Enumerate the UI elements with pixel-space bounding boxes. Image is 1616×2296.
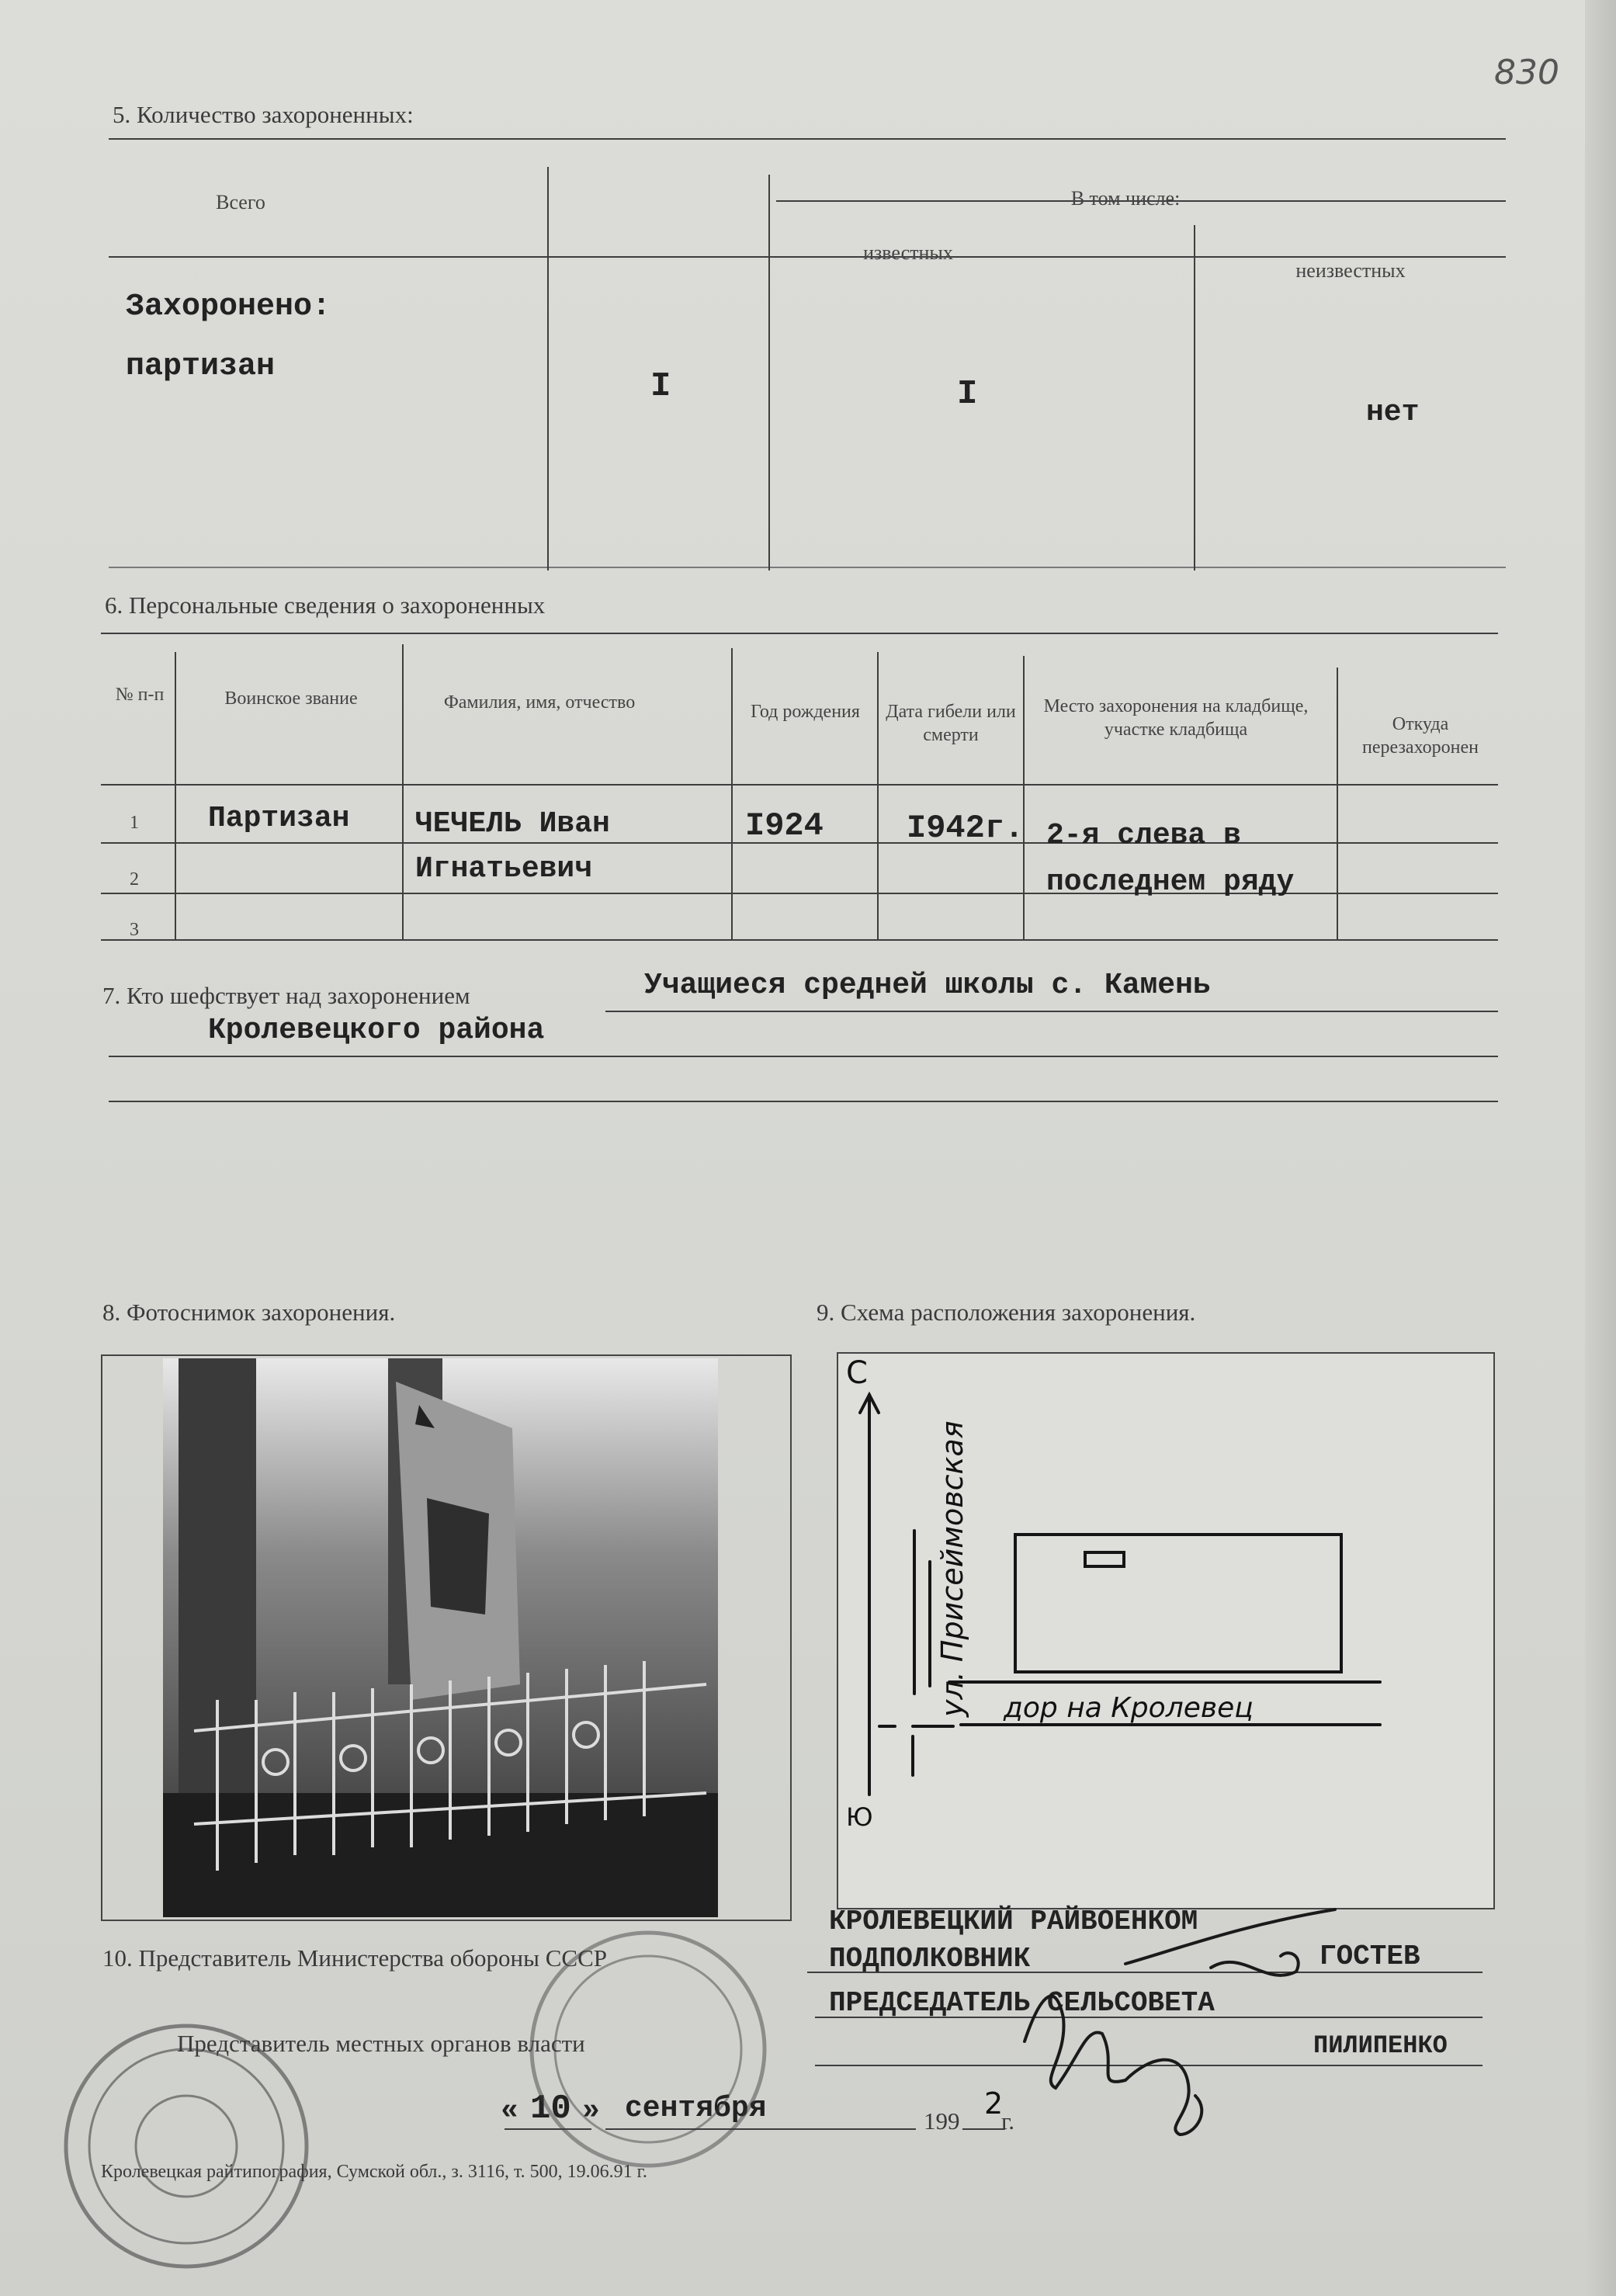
s5-col-sep3 — [1194, 225, 1195, 571]
section7-heading: 7. Кто шефствует над захоронением — [102, 982, 470, 1009]
s5-buried-who: партизан — [126, 349, 276, 384]
s5-known-value: I — [957, 375, 978, 414]
date-year-rule — [962, 2128, 1005, 2130]
s6-entry-rank: Партизан — [208, 802, 350, 835]
date-g: г. — [1001, 2107, 1014, 2135]
date-year-suffix: 2 — [984, 2086, 1004, 2121]
stamp-line1: КРОЛЕВЕЦКИЙ РАЙВОЕНКОМ — [829, 1906, 1198, 1937]
s5-total-value: I — [650, 367, 671, 406]
stamp-line3: ПРЕДСЕДАТЕЛЬ СЕЛЬСОВЕТА — [829, 1987, 1215, 2019]
section9-heading: 9. Схема расположения захоронения. — [817, 1299, 1196, 1326]
official-seal-center — [497, 1925, 799, 2173]
s7-rule3 — [109, 1101, 1498, 1102]
scheme-north: С — [846, 1355, 868, 1391]
s5-col-sep2 — [768, 175, 770, 571]
s6-col-sep4 — [877, 652, 879, 939]
scheme-south: Ю — [846, 1802, 873, 1832]
s6-row-num-1: 1 — [130, 813, 139, 833]
s7-line1: Учащиеся средней школы с. Камень — [644, 969, 1211, 1002]
date-month: сентября — [625, 2092, 767, 2125]
official-seal-left — [39, 2010, 334, 2282]
stamp-surname2: ПИЛИПЕНКО — [1313, 2031, 1448, 2060]
s6-col-rank: Воинское звание — [224, 688, 358, 709]
date-day: 10 — [530, 2090, 571, 2128]
s6-col-sep3 — [731, 648, 733, 939]
printer-footer: Кролевецкая райтипография, Сумской обл., з. 3116, т. 500, 19.06.91 г. — [101, 2162, 647, 2182]
s6-col-death: Дата гибели или смерти — [886, 702, 1016, 745]
s6-rule-header — [101, 784, 1498, 786]
date-close-quote: » — [582, 2094, 600, 2128]
s6-entry-death-date: I942г. — [907, 810, 1025, 847]
sheet-number: 830 — [1494, 53, 1559, 92]
grave-photo — [163, 1358, 718, 1917]
s6-col-num: № п-п — [115, 685, 165, 705]
page-edge — [1585, 0, 1616, 2296]
local-representative-label: Представитель местных органов власти — [177, 2030, 585, 2057]
mod-representative-label: 10. Представитель Министерства обороны СССР — [102, 1944, 608, 1972]
s5-unknown-value: нет — [1366, 396, 1420, 429]
s6-col-place: Место захоронения на кладбище, участке кладбища — [1043, 696, 1309, 740]
s6-col-from: Откуда перезахоронен — [1362, 714, 1479, 758]
s5-rule-header — [109, 256, 1506, 258]
s6-entry-birth-year: I924 — [745, 807, 824, 845]
s7-rule1 — [605, 1011, 1498, 1012]
scheme-street-label: ул. Присеймовская — [935, 1420, 969, 1717]
s6-rule-bottom — [101, 939, 1498, 941]
s6-col-sep5 — [1023, 656, 1025, 939]
s6-col-birth: Год рождения — [751, 702, 860, 722]
section6-heading: 6. Персональные сведения о захороненных — [105, 591, 546, 619]
s6-entry-place-line1: 2-я слева в — [1046, 819, 1241, 852]
s5-col-unknown: неизвестных — [1295, 259, 1406, 282]
section5-heading: 5. Количество захороненных: — [113, 101, 414, 128]
scheme-road-label: дор на Кролевец — [1004, 1692, 1254, 1724]
s6-col-name: Фамилия, имя, отчество — [443, 692, 636, 713]
s7-rule2 — [109, 1056, 1498, 1057]
s6-col-sep2 — [402, 644, 404, 939]
date-year-prefix: 199 — [924, 2107, 960, 2135]
s6-col-sep1 — [175, 652, 176, 939]
burial-scheme — [837, 1352, 1495, 1909]
s5-col-including: В том числе: — [1070, 187, 1181, 210]
date-open-quote: « — [501, 2094, 518, 2128]
s5-rule-top — [109, 138, 1506, 140]
s6-rule-top — [101, 633, 1498, 634]
s7-line2: Кролевецкого района — [208, 1014, 545, 1047]
s6-col-sep6 — [1337, 668, 1338, 939]
stamp-surname1: ГОСТЕВ — [1320, 1941, 1420, 1972]
s5-buried-label: Захоронено: — [126, 290, 331, 324]
s5-col-total: Всего — [216, 191, 265, 213]
s6-row-num-3: 3 — [130, 920, 139, 940]
s6-entry-name-line2: Игнатьевич — [415, 852, 593, 886]
section8-heading: 8. Фотоснимок захоронения. — [102, 1299, 396, 1326]
s5-rule-bottom — [109, 567, 1506, 568]
s6-entry-place-line2: последнем ряду — [1046, 865, 1295, 899]
s5-col-known: известных — [863, 241, 953, 264]
stamp-line2: ПОДПОЛКОВНИК — [829, 1943, 1031, 1975]
s6-row-num-2: 2 — [130, 869, 139, 890]
signatures — [1009, 1902, 1444, 2150]
s6-entry-name-line1: ЧЕЧЕЛЬ Иван — [415, 807, 610, 841]
s5-col-sep1 — [547, 167, 549, 571]
